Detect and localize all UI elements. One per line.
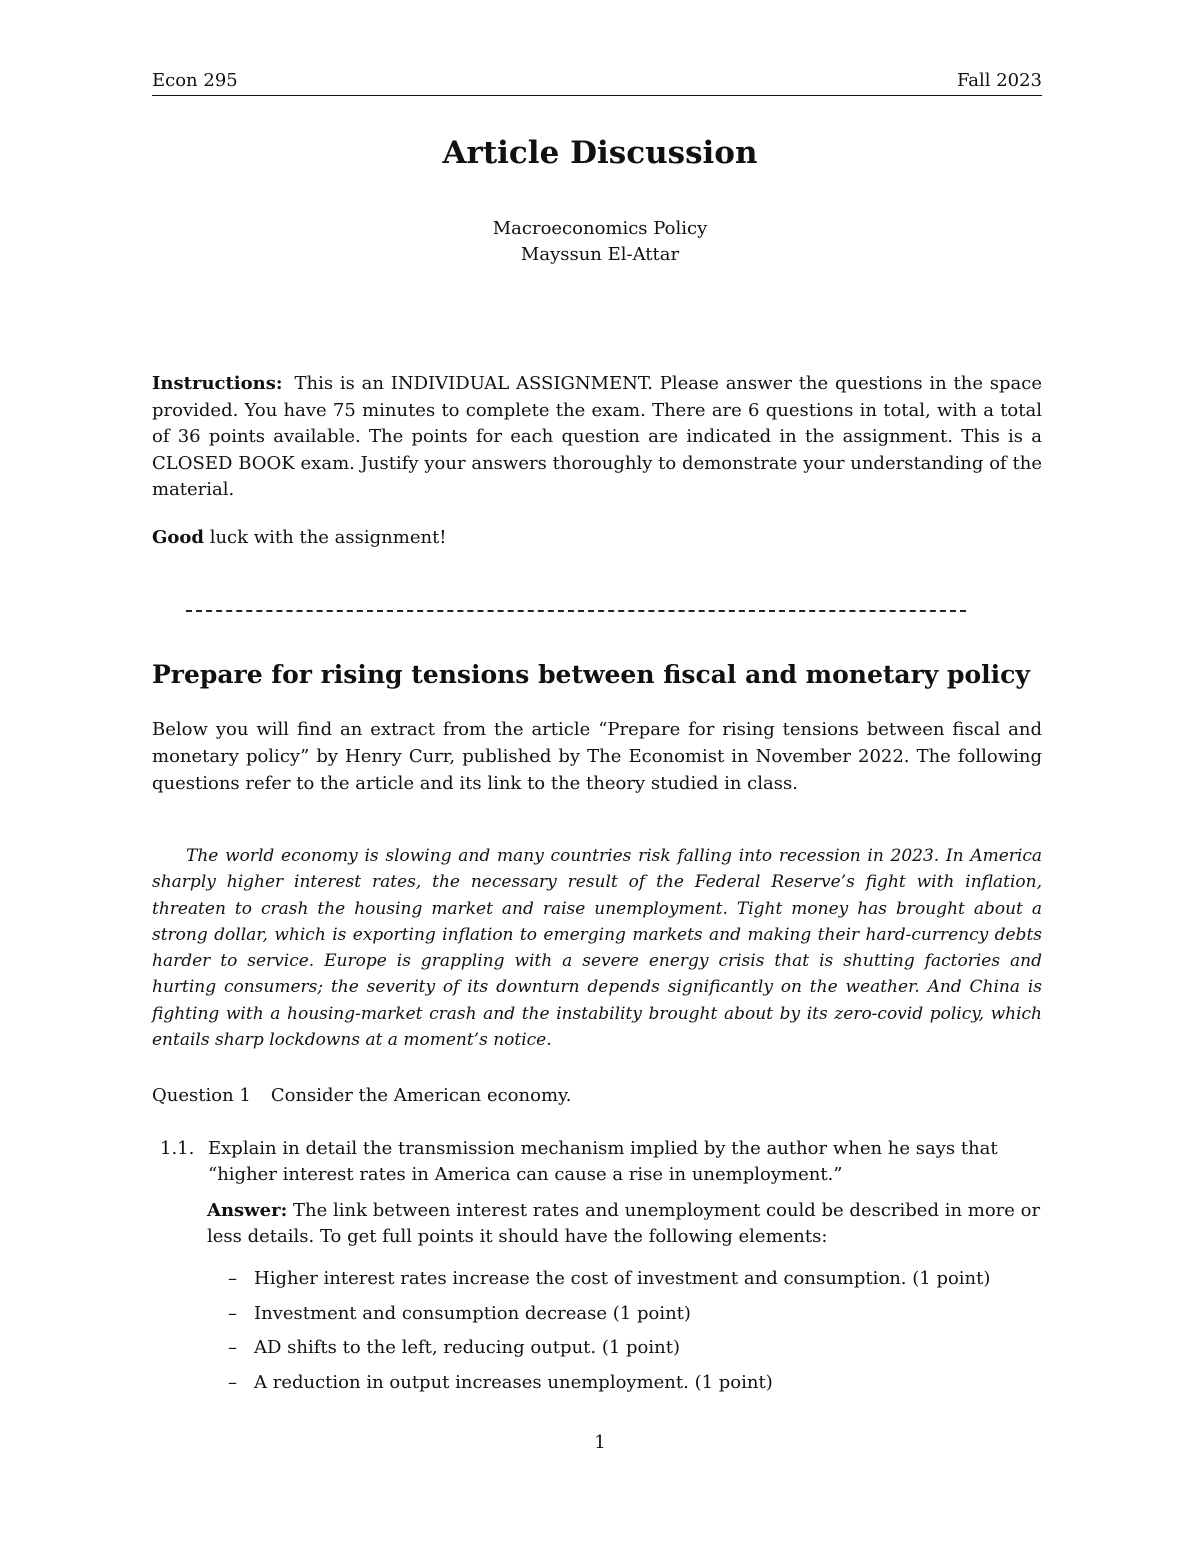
answer-bullet-list [228, 1268, 1042, 1406]
article-extract: The world economy is slowing and many countries risk falling into recession in 2023. In America sharply higher interest rates, the necessary result of the Federal Reserve’s fight with inflation, threaten to crash the housing market and raise unemployment. Tight money has brought about a strong dollar, which is exporting inflation to emerging markets and making their hard-currency debts harder to service. Europe is grappling with a severe energy crisis that is shutting factories and hurting consumers; the severity of its downturn depends significantly on the weather. And China is fighting with a housing-market crash and the instability brought about by its zero-covid policy, which entails sharp lockdowns at a moment’s notice. [152, 846, 1042, 1051]
dashed-divider [186, 610, 966, 612]
page-header [152, 70, 1042, 96]
course-name: Macroeconomics Policy [492, 218, 708, 239]
section-intro: Below you will find an extract from the article “Prepare for rising tensions between fiscal and monetary policy” by Henry Curr, published by The Economist in November 2022. The following questions refer to the article and its link to the theory studied in class. [152, 719, 1042, 794]
answer-paragraph [207, 1198, 1042, 1250]
good-luck-bold: Good [152, 527, 204, 548]
list-item: – Higher interest rates increase the cost of investment and consumption. (1 point) [228, 1268, 991, 1289]
subquestion-text: Explain in detail the transmission mechanism implied by the author when he says that “higher interest rates in America can cause a rise in unemployment.” [208, 1138, 998, 1185]
question-1 [152, 1085, 1042, 1106]
answer-label: Answer: [207, 1200, 288, 1221]
page-number: 1 [594, 1432, 606, 1453]
instructions-label: Instructions: [152, 373, 283, 394]
dash-icon: – [228, 1337, 237, 1358]
course-code: Econ 295 [152, 70, 238, 91]
question-label: Question 1 [152, 1085, 251, 1106]
good-luck-line [152, 527, 1042, 548]
subtitle-block [0, 216, 1200, 268]
list-item: – A reduction in output increases unemployment. (1 point) [228, 1371, 773, 1393]
good-luck-rest: luck with the assignment! [203, 527, 447, 548]
answer-text: The link between interest rates and unemployment could be described in more or less details. To get full points it should have the following elements: [207, 1200, 1041, 1247]
instructions-text: This is an INDIVIDUAL ASSIGNMENT. Please answer the questions in the space provided. You have 75 minutes to complete the exam. There are 6 questions in total, with a total of 36 points available. The points for each question are indicated in the assignment. This is a CLOSED BOOK exam. Justify your answers thoroughly to demonstrate your understanding of the material. [152, 373, 1042, 500]
term: Fall 2023 [956, 70, 1042, 91]
subquestion-1-1 [160, 1136, 1042, 1188]
question-text: Consider the American economy. [270, 1085, 572, 1106]
list-item: – Investment and consumption decrease (1 point) [228, 1302, 691, 1324]
subquestion-number: 1.1. [160, 1138, 195, 1159]
dash-icon: – [228, 1371, 237, 1393]
instructions-paragraph [152, 371, 1042, 504]
dash-icon: – [228, 1302, 237, 1324]
author-name: Mayssun El-Attar [520, 244, 680, 265]
document-title: Article Discussion [442, 135, 758, 171]
list-item: – AD shifts to the left, reducing output. (1 point) [228, 1337, 680, 1358]
dash-icon: – [228, 1268, 237, 1289]
section-heading: Prepare for rising tensions between fiscal and monetary policy [152, 660, 1030, 689]
